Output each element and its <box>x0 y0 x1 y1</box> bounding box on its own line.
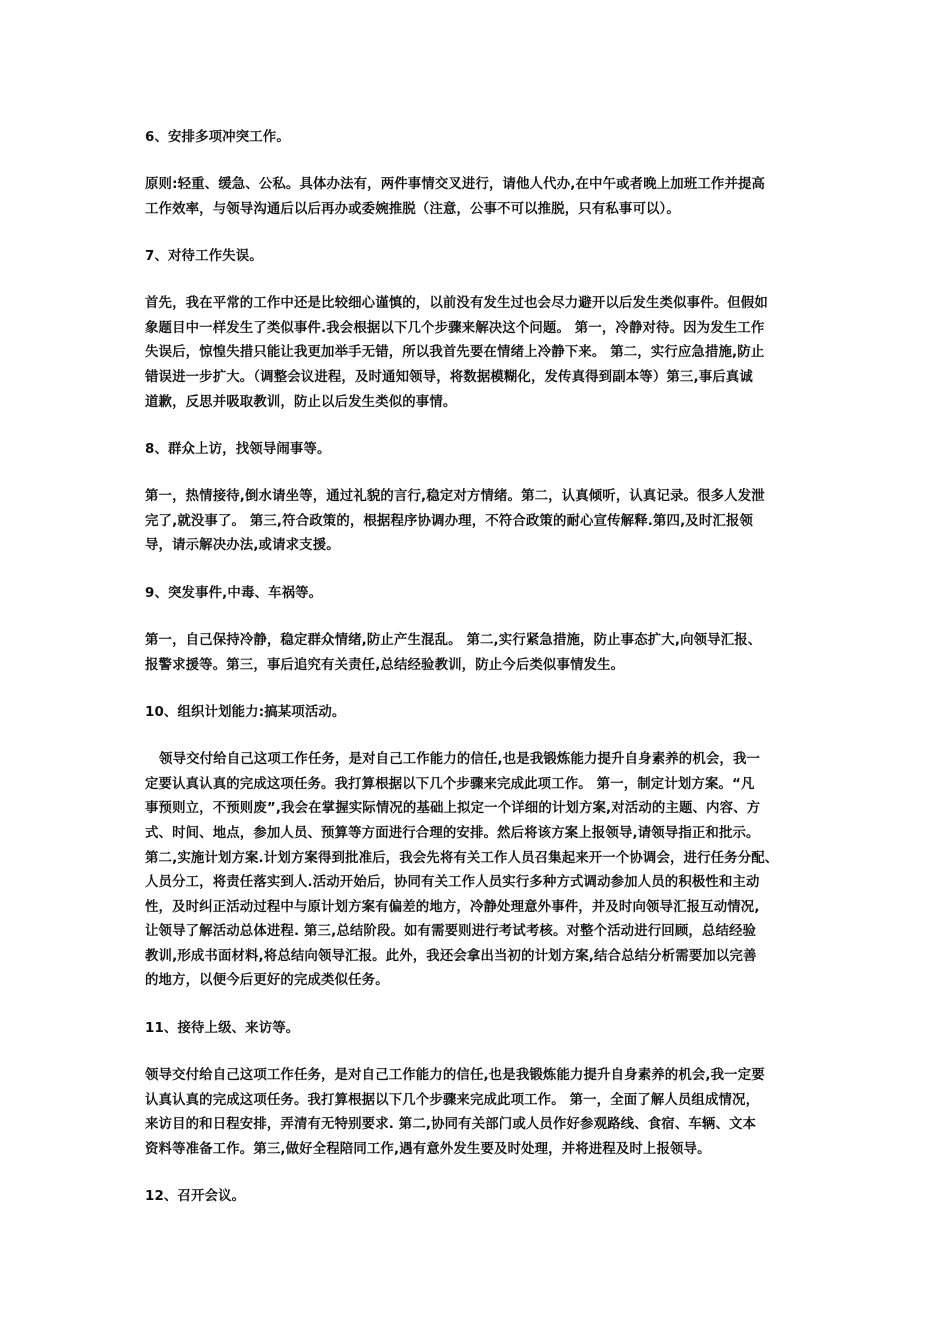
paragraph-line: 原则:轻重、缓急、公私。具体办法有，两件事情交叉进行，请他人代办,在中午或者晚上加班工作并提高 <box>145 177 766 192</box>
paragraph-line: 错误进一步扩大。（调整会议进程，及时通知领导，将数据模糊化，发传真得到副本等）第三,事后真诚 <box>145 369 753 385</box>
paragraph-line: 让领导了解活动总体进程. 第三,总结阶段。如有需要则进行考试考核。对整个活动进行回顾，总结经验 <box>145 924 757 940</box>
section-heading: 10、组织计划能力:搞某项活动。 <box>145 705 346 721</box>
paragraph-line: 报警求援等。第三，事后追究有关责任,总结经验教训，防止今后类似事情发生。 <box>145 657 625 673</box>
section-paragraph <box>145 748 815 994</box>
paragraph-line: 工作效率，与领导沟通后以后再办或委婉推脱（注意，公事不可以推脱，只有私事可以）。 <box>145 201 680 217</box>
section-paragraph <box>145 292 815 415</box>
paragraph-line: 教训,形成书面材料,将总结向领导汇报。此外，我还会拿出当初的计划方案,结合总结分析需要加以完善 <box>145 948 757 964</box>
paragraph-line: 第二,实施计划方案.计划方案得到批准后，我会先将有关工作人员召集起来开一个协调会，进行任务分配、 <box>145 850 779 866</box>
paragraph-line: 式、时间、地点，参加人员、预算等方面进行合理的安排。然后将该方案上报领导,请领导指正和批示。 <box>145 825 760 841</box>
paragraph-line: 完了,就没事了。 第三,符合政策的，根据程序协调办理，不符合政策的耐心宣传解释.第四,及时汇报领 <box>145 513 754 529</box>
paragraph-line: 事预则立，不预则废”,我会在掌握实际情况的基础上拟定一个详细的计划方案,对活动的主题、内容、方 <box>145 801 761 817</box>
paragraph-line: 的地方，以便今后更好的完成类似任务。 <box>145 973 389 989</box>
section-paragraph <box>145 173 815 222</box>
section-paragraph <box>145 1064 815 1162</box>
paragraph-line: 认真认真的完成这项任务。我打算根据以下几个步骤来完成此项工作。 第一，全面了解人员组成情况， <box>145 1092 760 1108</box>
paragraph-line: 导，请示解决办法,或请求支援。 <box>145 538 340 554</box>
paragraph-line: 首先，我在平常的工作中还是比较细心谨慎的，以前没有发生过也会尽力避开以后发生类似事件。但假如 <box>145 296 768 312</box>
paragraph-line: 来访目的和日程安排，弄清有无特别要求. 第二,协同有关部门或人员作好参观路线、食宿、车辆、文本 <box>145 1117 757 1133</box>
paragraph-line: 道歉，反思并吸取教训，防止以后发生类似的事情。 <box>145 394 457 410</box>
paragraph-line: 领导交付给自己这项工作任务，是对自己工作能力的信任,也是我锻炼能力提升自身素养的机会,我一定要 <box>145 1068 765 1084</box>
section-heading: 11、接待上级、来访等。 <box>145 1021 300 1037</box>
paragraph-line: 第一，热情接待,倒水请坐等，通过礼貌的言行,稳定对方情绪。第二，认真倾听，认真记录。很多人发泄 <box>145 489 765 505</box>
paragraph-line: 象题目中一样发生了类似事件.我会根据以下几个步骤来解决这个问题。 第一，冷静对待。因为发生工作 <box>145 320 765 336</box>
section-heading: 8、群众上访，找领导闹事等。 <box>145 442 331 458</box>
section-paragraph <box>145 629 815 678</box>
paragraph-line: 性，及时纠正活动过程中与原计划方案有偏差的地方，冷静处理意外事件，并及时向领导汇报互动情况, <box>145 899 760 915</box>
section-heading: 6、安排多项冲突工作。 <box>145 130 290 145</box>
paragraph-line: 资料等准备工作。第三,做好全程陪同工作,遇有意外发生要及时处理，并将进程及时上报领导。 <box>145 1141 711 1157</box>
paragraph-line: 定要认真认真的完成这项任务。我打算根据以下几个步骤来完成此项工作。 第一，制定计划方案。“凡 <box>145 776 755 792</box>
section-paragraph <box>145 485 815 559</box>
section-heading: 9、突发事件,中毒、车祸等。 <box>145 585 323 601</box>
section-heading: 12、召开会议。 <box>145 1189 246 1205</box>
paragraph-line: 失误后，惊惶失措只能让我更加举手无错，所以我首先要在情绪上冷静下来。 第二，实行应急措施,防止 <box>145 345 765 361</box>
paragraph-line: 第一，自己保持冷静，稳定群众情绪,防止产生混乱。 第二,实行紧急措施，防止事态扩大,向领导汇报、 <box>145 632 762 648</box>
document-body <box>145 126 815 1232</box>
paragraph-line: 人员分工，将责任落实到人.活动开始后，协同有关工作人员实行多种方式调动参加人员的积极性和主动 <box>145 875 760 891</box>
section-heading: 7、对待工作失误。 <box>145 249 263 265</box>
paragraph-line: 领导交付给自己这项工作任务，是对自己工作能力的信任,也是我锻炼能力提升自身素养的机会，我一 <box>159 752 761 768</box>
